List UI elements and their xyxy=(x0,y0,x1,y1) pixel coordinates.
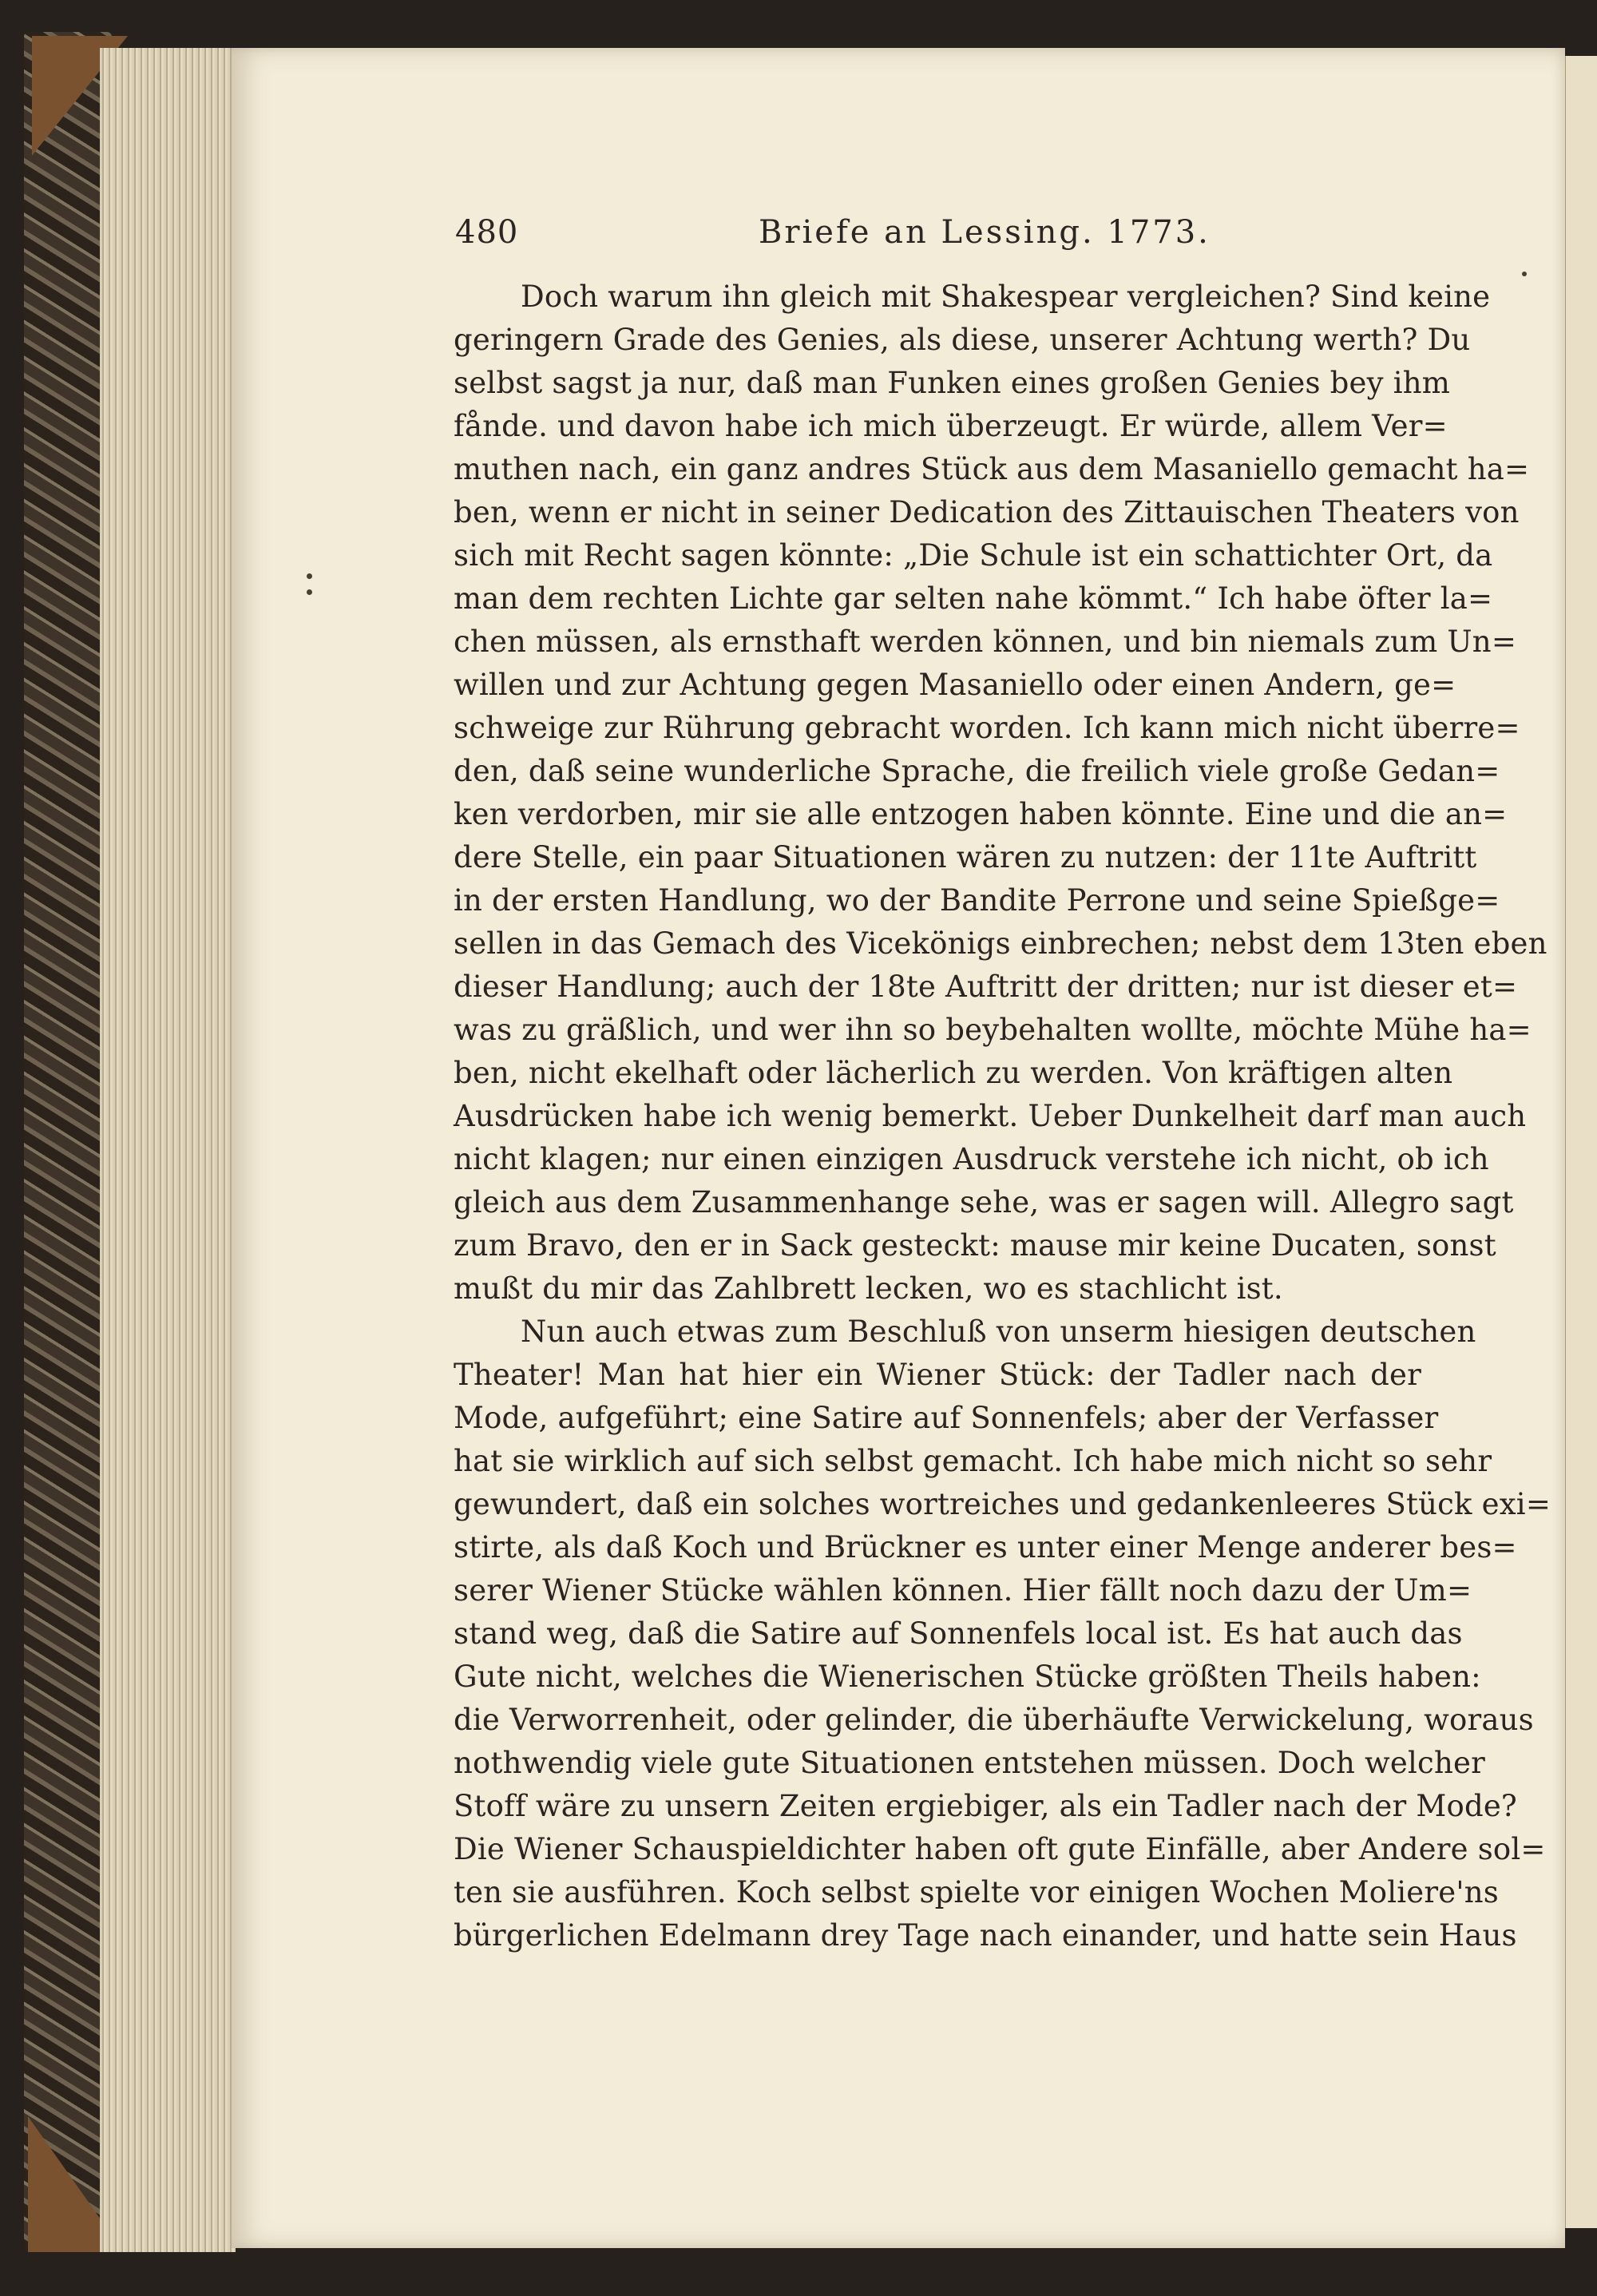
text-line: muthen nach, ein ganz andres Stück aus dem Masaniello gemacht ha= xyxy=(454,452,1530,486)
body-text xyxy=(454,276,1551,1957)
page-header xyxy=(455,214,1421,262)
ink-speck xyxy=(307,573,312,579)
text-line: Stoff wäre zu unsern Zeiten ergiebiger, als ein Tadler nach der Mode? xyxy=(454,1789,1517,1823)
text-line: den, daß seine wunderliche Sprache, die freilich viele große Gedan= xyxy=(454,754,1500,788)
text-line: die Verworrenheit, oder gelinder, die überhäufte Verwickelung, woraus xyxy=(454,1703,1534,1737)
marbled-cover xyxy=(24,32,112,2252)
text-line: geringern Grade des Genies, als diese, unserer Achtung werth? Du xyxy=(454,323,1471,357)
text-line: ben, wenn er nicht in seiner Dedication des Zittauischen Theaters von xyxy=(454,495,1520,529)
text-line: ten sie ausführen. Koch selbst spielte vor einigen Wochen Moliere'ns xyxy=(454,1875,1499,1909)
text-line: nothwendig viele gute Situationen entstehen müssen. Doch welcher xyxy=(454,1746,1485,1780)
text-line: man dem rechten Lichte gar selten nahe kömmt.“ Ich habe öfter la= xyxy=(454,581,1493,616)
text-line: chen müssen, als ernsthaft werden können, und bin niemals zum Un= xyxy=(454,625,1517,659)
text-line: fånde. und davon habe ich mich überzeugt. Er würde, allem Ver= xyxy=(454,409,1448,443)
text-line: mußt du mir das Zahlbrett lecken, wo es stachlicht ist. xyxy=(454,1271,1283,1306)
text-line: stirte, als daß Koch und Brückner es unter einer Menge anderer bes= xyxy=(454,1530,1517,1564)
text-line: ben, nicht ekelhaft oder lächerlich zu werden. Von kräftigen alten xyxy=(454,1056,1453,1090)
ink-speck xyxy=(307,589,312,595)
text-line: Gute nicht, welches die Wienerischen Stücke größten Theils haben: xyxy=(454,1660,1481,1694)
facing-page-edge xyxy=(1561,56,1597,2228)
text-line: hat sie wirklich auf sich selbst gemacht. Ich habe mich nicht so sehr xyxy=(454,1444,1492,1478)
text-line: Mode, aufgeführt; eine Satire auf Sonnenfels; aber der Verfasser xyxy=(454,1401,1439,1435)
page-edges xyxy=(100,48,236,2252)
text-line: willen und zur Achtung gegen Masaniello oder einen Andern, ge= xyxy=(454,668,1456,702)
text-line: bürgerlichen Edelmann drey Tage nach einander, und hatte sein Haus xyxy=(454,1918,1517,1953)
text-line: dere Stelle, ein paar Situationen wären zu nutzen: der 11te Auftritt xyxy=(454,840,1477,874)
text-line: gewundert, daß ein solches wortreiches und gedankenleeres Stück exi= xyxy=(454,1487,1551,1521)
text-line: stand weg, daß die Satire auf Sonnenfels local ist. Es hat auch das xyxy=(454,1616,1463,1651)
text-line: gleich aus dem Zusammenhange sehe, was er sagen will. Allegro sagt xyxy=(454,1185,1514,1219)
text-line: schweige zur Rührung gebracht worden. Ich kann mich nicht überre= xyxy=(454,711,1520,745)
text-line: zum Bravo, den er in Sack gesteckt: mause mir keine Ducaten, sonst xyxy=(454,1228,1496,1263)
text-line: Ausdrücken habe ich wenig bemerkt. Ueber Dunkelheit darf man auch xyxy=(454,1099,1527,1133)
text-line: Doch warum ihn gleich mit Shakespear vergleichen? Sind keine xyxy=(521,280,1491,314)
text-line: Theater! Man hat hier ein Wiener Stück: der Tadler nach der xyxy=(454,1358,1421,1392)
text-line: selbst sagst ja nur, daß man Funken eines großen Genies bey ihm xyxy=(454,366,1451,400)
text-line: was zu gräßlich, und wer ihn so beybehalten wollte, möchte Mühe ha= xyxy=(454,1013,1532,1047)
text-line: Die Wiener Schauspieldichter haben oft gute Einfälle, aber Andere sol= xyxy=(454,1832,1546,1866)
text-line: sich mit Recht sagen könnte: „Die Schule ist ein schattichter Ort, da xyxy=(454,538,1493,573)
text-line: nicht klagen; nur einen einzigen Ausdruck verstehe ich nicht, ob ich xyxy=(454,1142,1489,1176)
text-line: Nun auch etwas zum Beschluß von unserm hiesigen deutschen xyxy=(521,1315,1476,1349)
text-line: serer Wiener Stücke wählen können. Hier fällt noch dazu der Um= xyxy=(454,1573,1472,1608)
running-head: Briefe an Lessing. 1773. xyxy=(759,214,1211,251)
text-line: in der ersten Handlung, wo der Bandite Perrone und seine Spießge= xyxy=(454,883,1500,918)
text-line: sellen in das Gemach des Vicekönigs einbrechen; nebst dem 13ten eben xyxy=(454,926,1547,961)
page-number: 480 xyxy=(455,214,519,251)
text-line: dieser Handlung; auch der 18te Auftritt der dritten; nur ist dieser et= xyxy=(454,970,1518,1004)
text-line: ken verdorben, mir sie alle entzogen haben könnte. Eine und die an= xyxy=(454,797,1508,831)
ink-speck xyxy=(1522,272,1527,276)
